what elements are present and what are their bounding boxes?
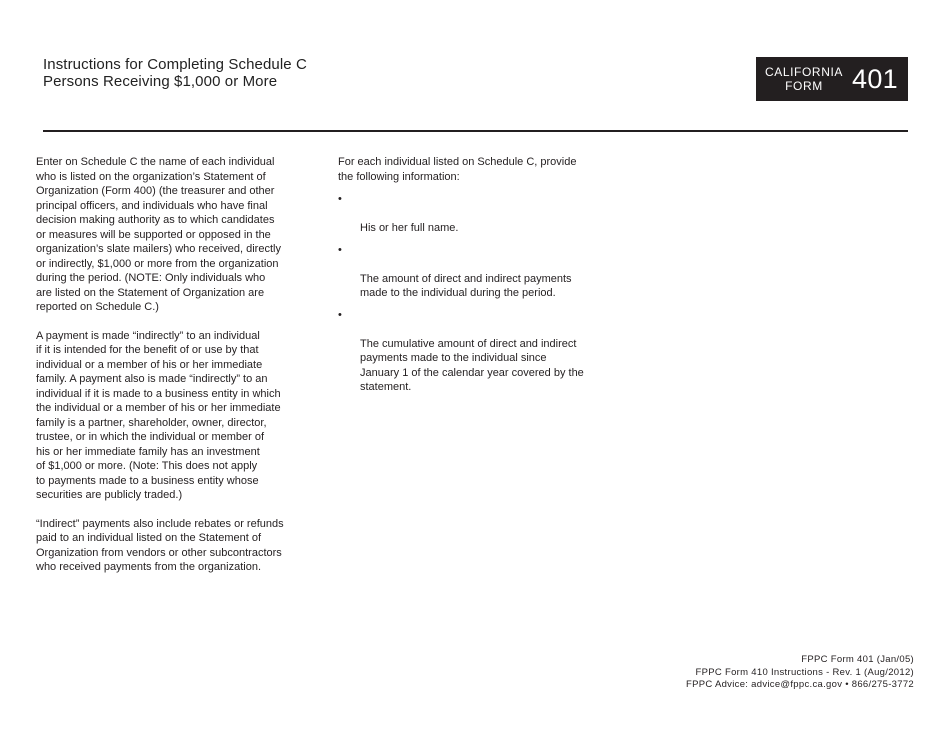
badge-label (756, 65, 850, 93)
header-divider (43, 130, 908, 132)
list-item (338, 308, 613, 395)
page-footer (686, 654, 914, 692)
badge-form-word: FORM (785, 79, 823, 93)
left-column (36, 155, 311, 589)
title-line-2: Persons Receiving $1,000 or More (43, 73, 278, 90)
right-column (338, 155, 613, 402)
title-line-1: Instructions for Completing Schedule C (43, 56, 307, 73)
list-item-text: His or her full name. (360, 222, 459, 234)
instruction-paragraph-1: Enter on Schedule C the name of each individual who is listed on the organization’s Statement of Organization (Form 400) (the treasurer and other principal officers, and individuals who have final decision making authority as to which candidates or measures will be supported or opposed in the organization’s slate mailers) who received, directly or indirectly, $1,000 or more from the organization during the period. (NOTE: Only individuals who are listed on the Statement of Organization are reported on Schedule C.) (36, 156, 281, 313)
bullet-icon: • (338, 243, 342, 256)
information-intro: For each individual listed on Schedule C, provide the following information: (338, 156, 577, 183)
bullet-icon: • (338, 193, 342, 205)
form-number-badge (756, 57, 908, 101)
badge-state: CALIFORNIA (764, 65, 843, 79)
list-item (338, 192, 613, 236)
footer-advice-contact: FPPC Advice: advice@fppc.ca.gov • 866/275-3772 (686, 679, 914, 690)
page-title (43, 56, 563, 90)
badge-form-number: 401 (852, 64, 898, 94)
list-item-text: The amount of direct and indirect payments made to the individual during the period. (360, 272, 572, 299)
footer-form-revision: FPPC Form 401 (Jan/05) (801, 654, 914, 665)
footer-instructions-revision: FPPC Form 410 Instructions - Rev. 1 (Aug/2012) (695, 666, 914, 678)
list-item (338, 243, 613, 301)
instruction-paragraph-3: “Indirect” payments also include rebates or refunds paid to an individual listed on the Statement of Organization from vendors or other subcontractors who received payments from the organization. (36, 517, 284, 573)
bullet-icon: • (338, 308, 342, 321)
information-list (338, 192, 613, 395)
instruction-paragraph-2: A payment is made “indirectly” to an individual if it is intended for the benefit of or use by that individual or a member of his or her immediate family. A payment also is made “indirectly” to an individual if it is made to a business entity in which the individual or a member of his or her immediate family is a partner, shareholder, owner, director, trustee, or in which the individual or member of his or her immediate family has an investment of $1,000 or more. (Note: This does not apply to payments made to a business entity whose securities are publicly traded.) (36, 329, 281, 501)
list-item-text: The cumulative amount of direct and indirect payments made to the individual since January 1 of the calendar year covered by the statement. (360, 337, 584, 393)
